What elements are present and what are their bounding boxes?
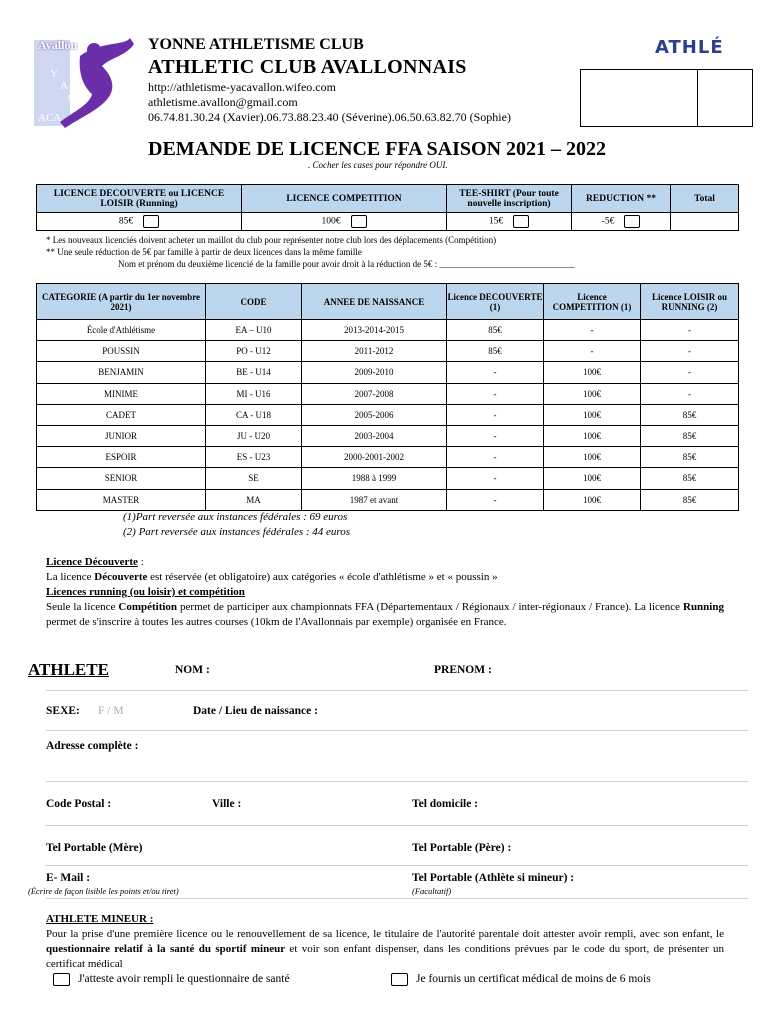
option-certificat-label: Je fournis un certificat médical de moins de 6 mois bbox=[416, 973, 651, 986]
decouverte-heading-line bbox=[46, 555, 724, 570]
date-lieu-label: Date / Lieu de naissance : bbox=[193, 705, 318, 717]
club-name-line1: YONNE ATHLETISME CLUB bbox=[148, 36, 364, 53]
table-cell: 100€ bbox=[544, 383, 641, 404]
page-title: DEMANDE DE LICENCE FFA SAISON 2021 – 2022 bbox=[148, 138, 607, 160]
table-cell: EA – U10 bbox=[206, 320, 302, 341]
header-decouverte: LICENCE DECOUVERTE ou LICENCE LOISIR (Running) bbox=[37, 185, 242, 213]
table-cell: 2003-2004 bbox=[302, 425, 447, 446]
table-cell: - bbox=[544, 341, 641, 362]
price-decouverte: 85€ bbox=[118, 216, 134, 227]
nom-field[interactable] bbox=[46, 690, 748, 691]
club-website: http://athletisme-yacavallon.wifeo.com bbox=[148, 80, 336, 94]
table-cell: - bbox=[447, 468, 544, 489]
club-phones: 06.74.81.30.24 (Xavier).06.73.88.23.40 (Séverine).06.50.63.82.70 (Sophie) bbox=[148, 110, 511, 124]
header-total: Total bbox=[671, 185, 739, 213]
table-cell: MASTER bbox=[37, 489, 206, 510]
table-cell: MI - U16 bbox=[206, 383, 302, 404]
total-field[interactable] bbox=[671, 213, 739, 231]
col-annee: ANNEE DE NAISSANCE bbox=[302, 284, 447, 320]
table-cell: PO - U12 bbox=[206, 341, 302, 362]
table-cell: 85€ bbox=[641, 404, 739, 425]
mineur-text-post: et voir son enfant dispenser, dans les conditions prévues par le code du sport, de présenter un certificat médical bbox=[46, 943, 724, 970]
decouverte-pre: La licence bbox=[46, 571, 95, 583]
table-cell: 2007-2008 bbox=[302, 383, 447, 404]
athlete-heading: ATHLETE bbox=[28, 660, 109, 679]
mineur-text-pre: Pour la prise d'une première licence ou le renouvellement de sa licence, le titulaire de l'autorité parentale doit attester avoir rempli, avec son enfant, le bbox=[46, 928, 724, 940]
decouverte-bold: Découverte bbox=[94, 571, 148, 583]
table-cell: SENIOR bbox=[37, 468, 206, 489]
nom-label: NOM : bbox=[175, 664, 210, 676]
table-cell: - bbox=[544, 320, 641, 341]
decouverte-heading: Licence Découverte bbox=[46, 556, 138, 568]
tel-athlete-label: Tel Portable (Athlète si mineur) : bbox=[412, 872, 575, 884]
reduction-checkbox[interactable] bbox=[624, 215, 640, 228]
table-cell: 85€ bbox=[447, 341, 544, 362]
price-teeshirt: 15€ bbox=[488, 216, 504, 227]
table-cell: 2000-2001-2002 bbox=[302, 447, 447, 468]
table-cell: - bbox=[447, 447, 544, 468]
header-competition: LICENCE COMPETITION bbox=[242, 185, 447, 213]
logo-top-text: Avallon bbox=[38, 38, 78, 52]
part-reversee-1: (1)Part reversée aux instances fédérales : 69 euros bbox=[123, 511, 348, 523]
option-certificat[interactable] bbox=[391, 973, 651, 986]
running-post: permet de s'inscrire à toutes les autres courses (10km de l'Avallonnais par exemple) organisée en France. bbox=[46, 616, 507, 628]
note-maillot: * Les nouveaux licenciés doivent acheter un maillot du club pour représenter notre club lors des déplacements (Compétition) bbox=[46, 235, 497, 245]
certificat-checkbox[interactable] bbox=[391, 973, 408, 986]
table-cell: École d'Athlétisme bbox=[37, 320, 206, 341]
category-table bbox=[36, 283, 739, 511]
code-postal-label: Code Postal : bbox=[46, 798, 112, 810]
table-row bbox=[37, 404, 739, 425]
table-cell: - bbox=[447, 383, 544, 404]
table-cell: 1987 et avant bbox=[302, 489, 447, 510]
running-bold-2: Running bbox=[683, 601, 724, 613]
decouverte-checkbox[interactable] bbox=[143, 215, 159, 228]
col-code: CODE bbox=[206, 284, 302, 320]
adresse-label: Adresse complète : bbox=[46, 740, 139, 752]
club-name-line2: ATHLETIC CLUB AVALLONNAIS bbox=[148, 56, 467, 78]
table-cell: 100€ bbox=[544, 362, 641, 383]
price-cell bbox=[572, 213, 671, 231]
mineur-text bbox=[46, 927, 724, 972]
email-field[interactable] bbox=[46, 898, 748, 899]
note-second-licencie: Nom et prénom du deuxième licencié de la famille pour avoir droit à la réduction de 5€ : ______________________________ bbox=[118, 259, 575, 269]
tel-pere-label: Tel Portable (Père) : bbox=[412, 842, 512, 854]
tel-athlete-note: (Facultatif) bbox=[412, 886, 452, 896]
col-competition: Licence COMPETITION (1) bbox=[544, 284, 641, 320]
table-cell: - bbox=[641, 383, 739, 404]
table-cell: 2005-2006 bbox=[302, 404, 447, 425]
tel-domicile-label: Tel domicile : bbox=[412, 798, 479, 810]
decouverte-text bbox=[46, 570, 724, 585]
table-cell: - bbox=[447, 362, 544, 383]
table-row bbox=[37, 447, 739, 468]
ville-label: Ville : bbox=[212, 798, 242, 810]
sexe-label: SEXE: bbox=[46, 705, 80, 717]
col-categorie: CATEGORIE (A partir du 1er novembre 2021) bbox=[37, 284, 206, 320]
table-row bbox=[37, 320, 739, 341]
part-reversee-2: (2) Part reversée aux instances fédérales : 44 euros bbox=[123, 526, 351, 538]
tel-mere-label: Tel Portable (Mère) bbox=[46, 842, 143, 854]
logo-letter-a: A bbox=[60, 80, 68, 92]
decouverte-post: est réservée (et obligatoire) aux catégories « école d'athlétisme » et « poussin » bbox=[147, 571, 498, 583]
table-cell: 2013-2014-2015 bbox=[302, 320, 447, 341]
date-lieu-field[interactable] bbox=[46, 730, 748, 731]
table-cell: - bbox=[641, 362, 739, 383]
header-teeshirt: TEE-SHIRT (Pour toute nouvelle inscription) bbox=[447, 185, 572, 213]
price-reduction: -5€ bbox=[601, 216, 615, 227]
table-row bbox=[37, 362, 739, 383]
running-mid: permet de participer aux championnats FFA (Départementaux / Régionaux / inter-régionaux / France). La licence bbox=[177, 601, 683, 613]
option-questionnaire-label: J'atteste avoir rempli le questionnaire de santé bbox=[78, 973, 290, 986]
price-cell bbox=[37, 213, 242, 231]
table-cell: 85€ bbox=[641, 425, 739, 446]
option-questionnaire[interactable] bbox=[53, 973, 290, 986]
table-cell: CA - U18 bbox=[206, 404, 302, 425]
table-cell: 1988 à 1999 bbox=[302, 468, 447, 489]
table-cell: SE bbox=[206, 468, 302, 489]
decouverte-colon: : bbox=[137, 556, 144, 568]
email-note: (Écrire de façon lisible les points et/ou tiret) bbox=[28, 886, 179, 896]
club-logo bbox=[30, 36, 142, 131]
note-reduction: ** Une seule réduction de 5€ par famille à partir de deux licences dans la même famille bbox=[46, 247, 362, 257]
table-cell: - bbox=[447, 404, 544, 425]
mineur-heading: ATHLETE MINEUR : bbox=[46, 913, 154, 925]
running-heading: Licences running (ou loisir) et compétition bbox=[46, 586, 245, 598]
table-cell: 100€ bbox=[544, 468, 641, 489]
table-cell: 85€ bbox=[641, 489, 739, 510]
table-cell: - bbox=[641, 320, 739, 341]
table-cell: 100€ bbox=[544, 404, 641, 425]
table-row bbox=[37, 341, 739, 362]
ffa-logo-text: ATHLÉ bbox=[655, 37, 724, 58]
table-cell: - bbox=[447, 489, 544, 510]
table-cell: BE - U14 bbox=[206, 362, 302, 383]
table-cell: 2011-2012 bbox=[302, 341, 447, 362]
table-cell: MA bbox=[206, 489, 302, 510]
logo-letter-y: Y bbox=[50, 68, 58, 80]
col-loisir: Licence LOISIR ou RUNNING (2) bbox=[641, 284, 739, 320]
table-cell: 85€ bbox=[447, 320, 544, 341]
tel-parents-field[interactable] bbox=[46, 865, 748, 866]
logo-bottom-text: ACA bbox=[38, 112, 62, 124]
table-cell: 100€ bbox=[544, 425, 641, 446]
stamp-box bbox=[580, 69, 753, 127]
table-row bbox=[37, 425, 739, 446]
adresse-ville-field[interactable] bbox=[46, 825, 748, 826]
price-competition: 100€ bbox=[321, 216, 341, 227]
checkbox-instruction: . Cocher les cases pour répondre OUI. bbox=[308, 160, 448, 170]
table-row bbox=[37, 468, 739, 489]
table-cell: - bbox=[641, 341, 739, 362]
competition-checkbox[interactable] bbox=[351, 215, 367, 228]
table-cell: ESPOIR bbox=[37, 447, 206, 468]
table-row bbox=[37, 489, 739, 510]
logo-letter-c: C bbox=[68, 92, 76, 104]
table-cell: 85€ bbox=[641, 468, 739, 489]
table-cell: 100€ bbox=[544, 447, 641, 468]
table-cell: 85€ bbox=[641, 447, 739, 468]
club-email: athletisme.avallon@gmail.com bbox=[148, 95, 298, 109]
table-cell: - bbox=[447, 425, 544, 446]
table-cell: JUNIOR bbox=[37, 425, 206, 446]
table-cell: POUSSIN bbox=[37, 341, 206, 362]
table-row bbox=[37, 383, 739, 404]
email-label: E- Mail : bbox=[46, 872, 91, 884]
table-cell: 100€ bbox=[544, 489, 641, 510]
table-cell: 2009-2010 bbox=[302, 362, 447, 383]
sexe-options[interactable]: F / M bbox=[98, 705, 124, 717]
price-cell bbox=[242, 213, 447, 231]
table-cell: MINIME bbox=[37, 383, 206, 404]
licence-type-table bbox=[36, 184, 739, 231]
ffa-logo bbox=[655, 37, 725, 65]
table-cell: ES - U23 bbox=[206, 447, 302, 468]
header-reduction: REDUCTION ** bbox=[572, 185, 671, 213]
table-cell: JU - U20 bbox=[206, 425, 302, 446]
table-cell: BENJAMIN bbox=[37, 362, 206, 383]
price-cell bbox=[447, 213, 572, 231]
col-decouverte: Licence DECOUVERTE (1) bbox=[447, 284, 544, 320]
adresse-field[interactable] bbox=[46, 781, 748, 782]
category-table-body bbox=[37, 320, 739, 511]
mineur-text-bold: questionnaire relatif à la santé du sportif mineur bbox=[46, 943, 286, 955]
questionnaire-checkbox[interactable] bbox=[53, 973, 70, 986]
running-text bbox=[46, 600, 724, 630]
teeshirt-checkbox[interactable] bbox=[513, 215, 529, 228]
running-pre: Seule la licence bbox=[46, 601, 119, 613]
running-bold-1: Compétition bbox=[118, 601, 178, 613]
table-cell: CADET bbox=[37, 404, 206, 425]
prenom-label: PRENOM : bbox=[434, 664, 492, 676]
